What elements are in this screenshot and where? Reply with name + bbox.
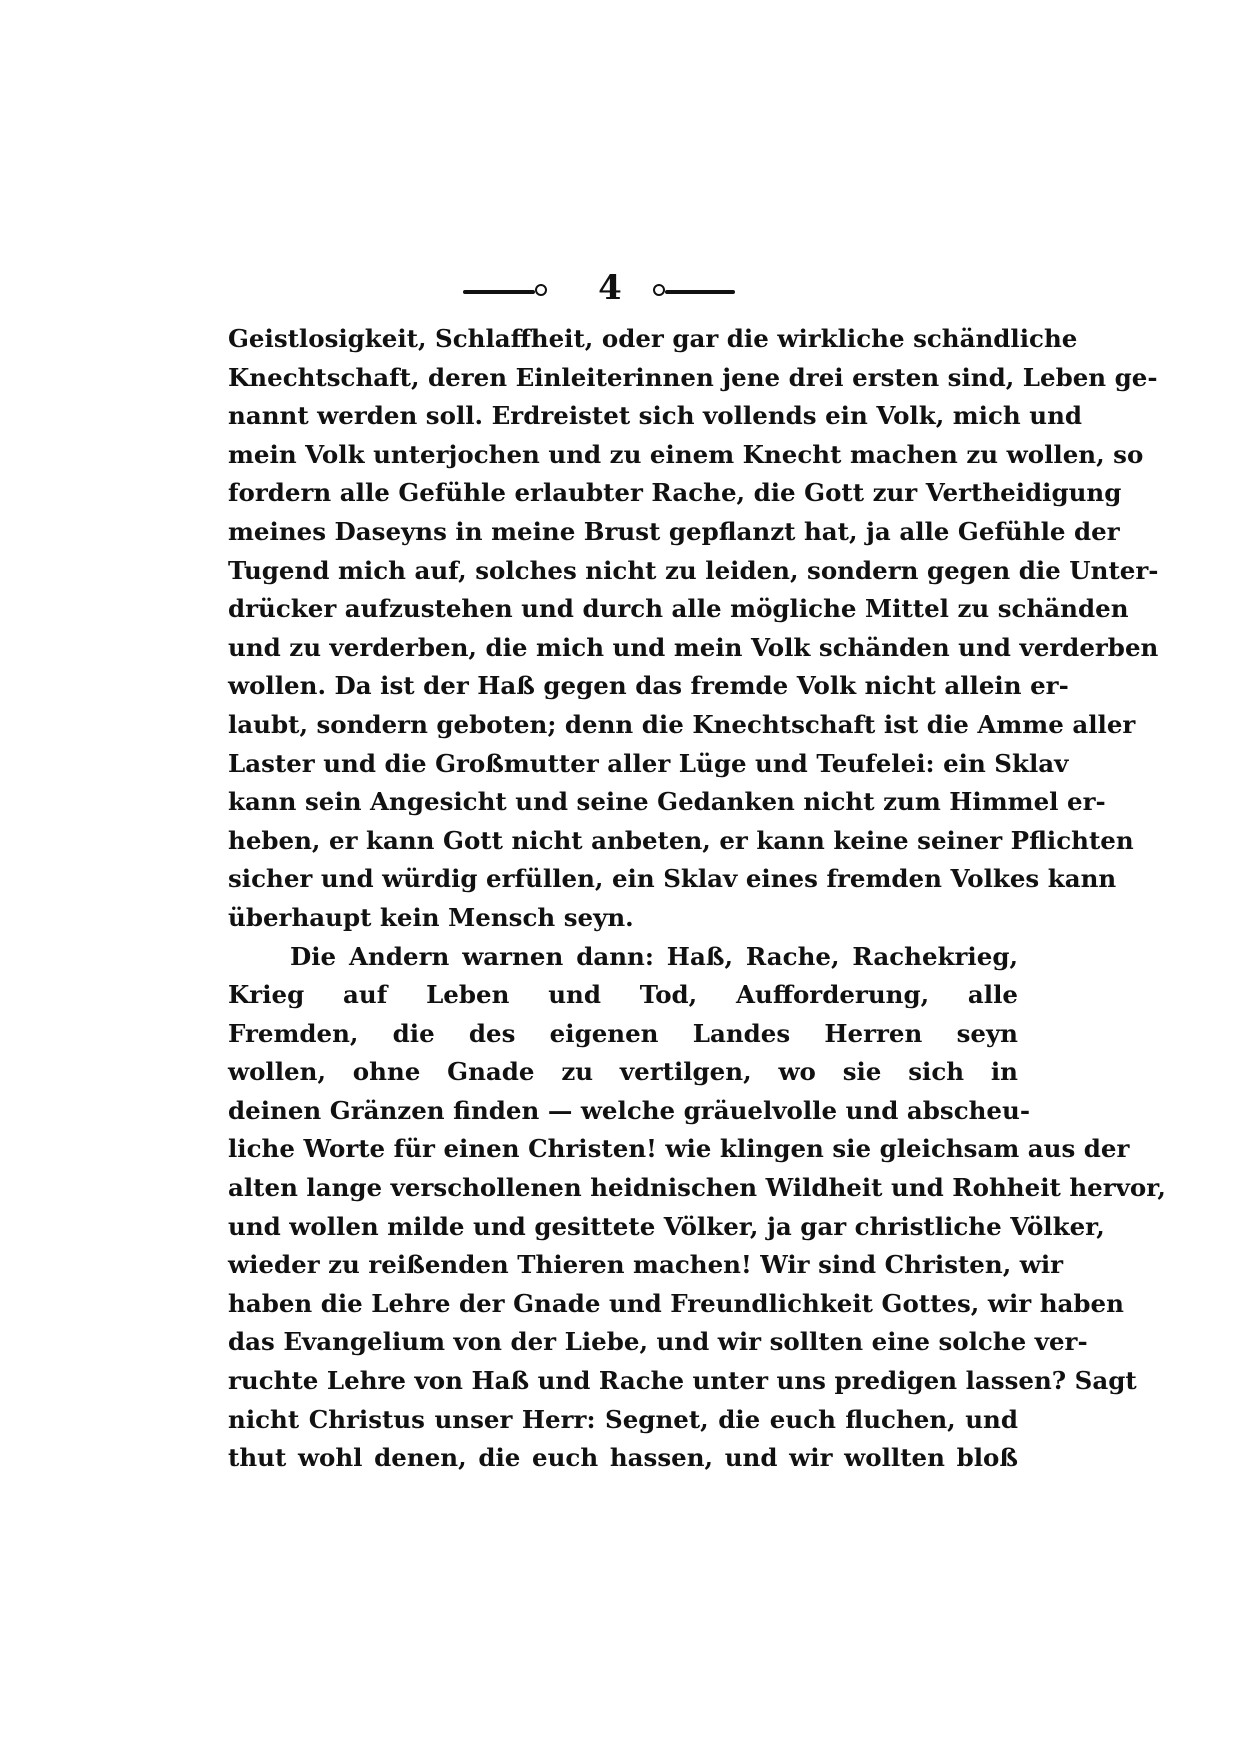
header-ornament-circle-left	[535, 284, 547, 296]
text-line: wollen. Da ist der Haß gegen das fremde Volk nicht allein er-	[228, 671, 1069, 701]
text-line: heben, er kann Gott nicht anbeten, er kann keine seiner Pflichten	[228, 825, 1134, 855]
text-line: und zu verderben, die mich und mein Volk schänden und verderben	[228, 632, 1159, 662]
text-line: wollen, ohne Gnade zu vertilgen, wo sie sich in	[228, 1057, 1018, 1087]
text-line: haben die Lehre der Gnade und Freundlichkeit Gottes, wir haben	[228, 1288, 1124, 1318]
text-line: alten lange verschollenen heidnischen Wildheit und Rohheit hervor,	[228, 1173, 1166, 1203]
paragraph-start-line: Die Andern warnen dann: Haß, Rache, Rachekrieg,	[290, 941, 1018, 971]
text-line: Krieg auf Leben und Tod, Aufforderung, alle	[228, 980, 1018, 1010]
text-line: nicht Christus unser Herr: Segnet, die euch fluchen, und	[228, 1404, 1018, 1434]
text-line: thut wohl denen, die euch hassen, und wir wollten bloß	[228, 1443, 1018, 1473]
text-line: meines Daseyns in meine Brust gepflanzt hat, ja alle Gefühle der	[228, 516, 1120, 546]
text-line: ruchte Lehre von Haß und Rache unter uns predigen lassen? Sagt	[228, 1366, 1137, 1396]
header-ornament-circle-right	[653, 284, 665, 296]
text-line: liche Worte für einen Christen! wie klingen sie gleichsam aus der	[228, 1134, 1130, 1164]
page-number: 4	[598, 268, 622, 308]
text-line: nannt werden soll. Erdreistet sich vollends ein Volk, mich und	[228, 401, 1083, 431]
paragraph-end-line: überhaupt kein Mensch seyn.	[228, 902, 634, 932]
text-line: Fremden, die des eigenen Landes Herren seyn	[228, 1018, 1018, 1048]
text-line: deinen Gränzen finden — welche gräuelvolle und abscheu-	[228, 1095, 1030, 1125]
header-ornament-rule-left	[463, 290, 535, 294]
page-header	[455, 268, 765, 312]
text-line: das Evangelium von der Liebe, und wir sollten eine solche ver-	[228, 1327, 1088, 1357]
text-line: mein Volk unterjochen und zu einem Knecht machen zu wollen, so	[228, 439, 1144, 469]
text-line: sicher und würdig erfüllen, ein Sklav eines fremden Volkes kann	[228, 864, 1117, 894]
text-line: kann sein Angesicht und seine Gedanken nicht zum Himmel er-	[228, 787, 1106, 817]
text-line: Knechtschaft, deren Einleiterinnen jene drei ersten sind, Leben ge-	[228, 362, 1158, 392]
text-line: Laster und die Großmutter aller Lüge und Teufelei: ein Sklav	[228, 748, 1069, 778]
body-text	[228, 320, 1166, 1478]
text-line: fordern alle Gefühle erlaubter Rache, die Gott zur Vertheidigung	[228, 478, 1122, 508]
header-ornament-rule-right	[665, 290, 735, 294]
text-line: und wollen milde und gesittete Völker, ja gar christliche Völker,	[228, 1211, 1105, 1241]
text-line: wieder zu reißenden Thieren machen! Wir sind Christen, wir	[228, 1250, 1064, 1280]
text-line: Geistlosigkeit, Schlaffheit, oder gar die wirkliche schändliche	[228, 324, 1078, 353]
text-line: laubt, sondern geboten; denn die Knechtschaft ist die Amme aller	[228, 709, 1136, 739]
text-line: drücker aufzustehen und durch alle mögliche Mittel zu schänden	[228, 594, 1129, 624]
text-line: Tugend mich auf, solches nicht zu leiden, sondern gegen die Unter-	[228, 555, 1159, 585]
